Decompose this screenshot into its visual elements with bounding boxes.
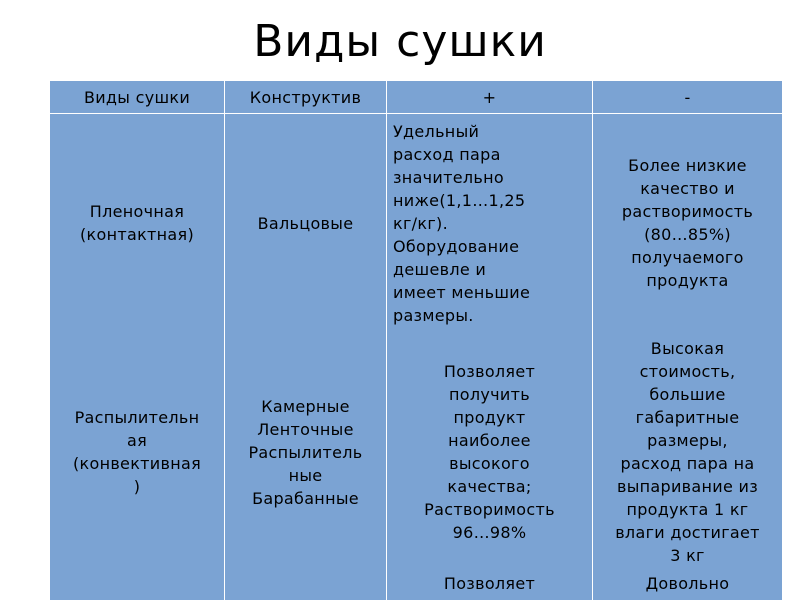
cell-construct: Вальцовые (225, 114, 387, 333)
table-row (50, 332, 783, 572)
cell-drying-type: Распылительн ая (конвективная ) (50, 332, 225, 572)
table-row (50, 114, 783, 333)
cell-drying-type: Пленочная (контактная) (50, 114, 225, 333)
cell-plus: Удельный расход пара значительно ниже(1,1…1,25 кг/кг). Оборудование дешевле и имеет меньшие размеры. (387, 114, 593, 333)
header-minus: - (593, 81, 783, 114)
header-plus: + (387, 81, 593, 114)
cell-drying-type (50, 572, 225, 600)
cell-minus: Более низкие качество и растворимость (80…85%) получаемого продукта (593, 114, 783, 333)
table-row (50, 572, 783, 600)
cell-construct (225, 572, 387, 600)
header-drying-type: Виды сушки (50, 81, 225, 114)
table-header-row (50, 81, 783, 114)
cell-plus: Позволяет (387, 572, 593, 600)
cell-construct: Камерные Ленточные Распылитель ные Барабанные (225, 332, 387, 572)
cell-minus: Довольно (593, 572, 783, 600)
cell-minus: Высокая стоимость, большие габаритные размеры, расход пара на выпаривание из продукта 1 кг влаги достигает 3 кг (593, 332, 783, 572)
slide-title: Виды сушки (253, 16, 547, 67)
header-construct: Конструктив (225, 81, 387, 114)
cell-plus: Позволяет получить продукт наиболее высокого качества; Растворимость 96…98% (387, 332, 593, 572)
drying-types-table (49, 81, 782, 600)
